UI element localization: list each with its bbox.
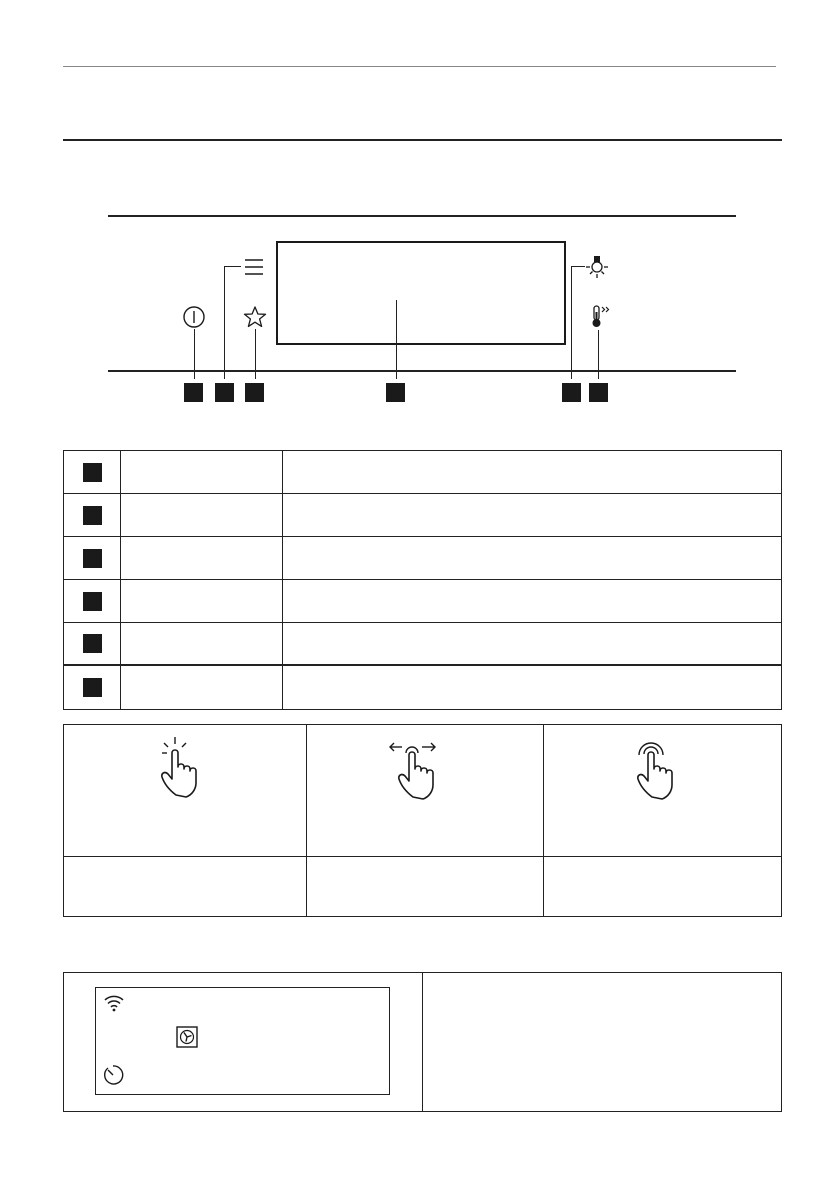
number-marker	[83, 549, 102, 568]
row-number	[64, 451, 121, 493]
swipe-icon	[389, 737, 449, 805]
lamp-icon[interactable]	[585, 255, 609, 279]
callout-1	[184, 383, 203, 402]
row-description	[283, 623, 781, 664]
menu-icon[interactable]	[243, 257, 265, 277]
row-description	[283, 451, 781, 493]
row-description	[283, 494, 781, 536]
display-example-table	[63, 972, 782, 1112]
gesture-divider-2	[543, 725, 544, 916]
row-number	[64, 623, 121, 664]
number-marker	[83, 592, 102, 611]
menu-leader-h	[224, 266, 241, 267]
legend-table	[63, 450, 782, 710]
row-number	[64, 666, 121, 709]
number-marker	[83, 678, 102, 697]
wifi-icon	[104, 994, 124, 1012]
gesture-row-divider	[64, 856, 781, 857]
callout-2	[215, 383, 234, 402]
power-icon[interactable]	[182, 305, 206, 329]
header-rule	[63, 66, 776, 67]
number-marker	[83, 634, 102, 653]
row-description	[283, 580, 781, 622]
menu-leader-v	[224, 266, 225, 379]
callout-4	[386, 383, 405, 402]
row-number	[64, 580, 121, 622]
star-leader	[255, 329, 256, 379]
display-screen	[95, 987, 390, 1095]
callout-3	[245, 383, 264, 402]
row-function	[121, 666, 283, 709]
row-description	[283, 537, 781, 579]
section-rule	[63, 139, 782, 141]
table-row	[64, 537, 781, 580]
row-function	[121, 451, 283, 493]
gesture-divider-1	[306, 725, 307, 916]
table-row	[64, 623, 781, 666]
number-marker	[83, 463, 102, 482]
display-leader	[396, 300, 397, 379]
number-marker	[83, 506, 102, 525]
table-row	[64, 494, 781, 537]
table-row	[64, 451, 781, 494]
lamp-leader-v	[571, 266, 572, 379]
lamp-leader-h	[571, 266, 585, 267]
fast-heat-up-icon[interactable]	[590, 304, 614, 330]
callout-6	[589, 383, 608, 402]
fan-heating-icon	[176, 1026, 198, 1048]
timer-icon	[102, 1064, 124, 1086]
tap-icon	[156, 735, 212, 805]
press-hold-icon	[632, 737, 688, 805]
display-divider	[422, 973, 423, 1111]
power-leader	[194, 329, 195, 379]
row-function	[121, 580, 283, 622]
row-number	[64, 494, 121, 536]
row-function	[121, 623, 283, 664]
star-icon[interactable]	[243, 305, 267, 329]
callout-5	[562, 383, 581, 402]
display-area	[276, 241, 566, 345]
gestures-table	[63, 724, 782, 917]
row-number	[64, 537, 121, 579]
heat-leader	[598, 330, 599, 379]
table-row	[64, 580, 781, 623]
row-function	[121, 537, 283, 579]
panel-bottom-line	[108, 370, 736, 372]
table-row	[64, 666, 781, 709]
panel-top-line	[108, 215, 736, 217]
row-description	[283, 666, 781, 709]
row-function	[121, 494, 283, 536]
